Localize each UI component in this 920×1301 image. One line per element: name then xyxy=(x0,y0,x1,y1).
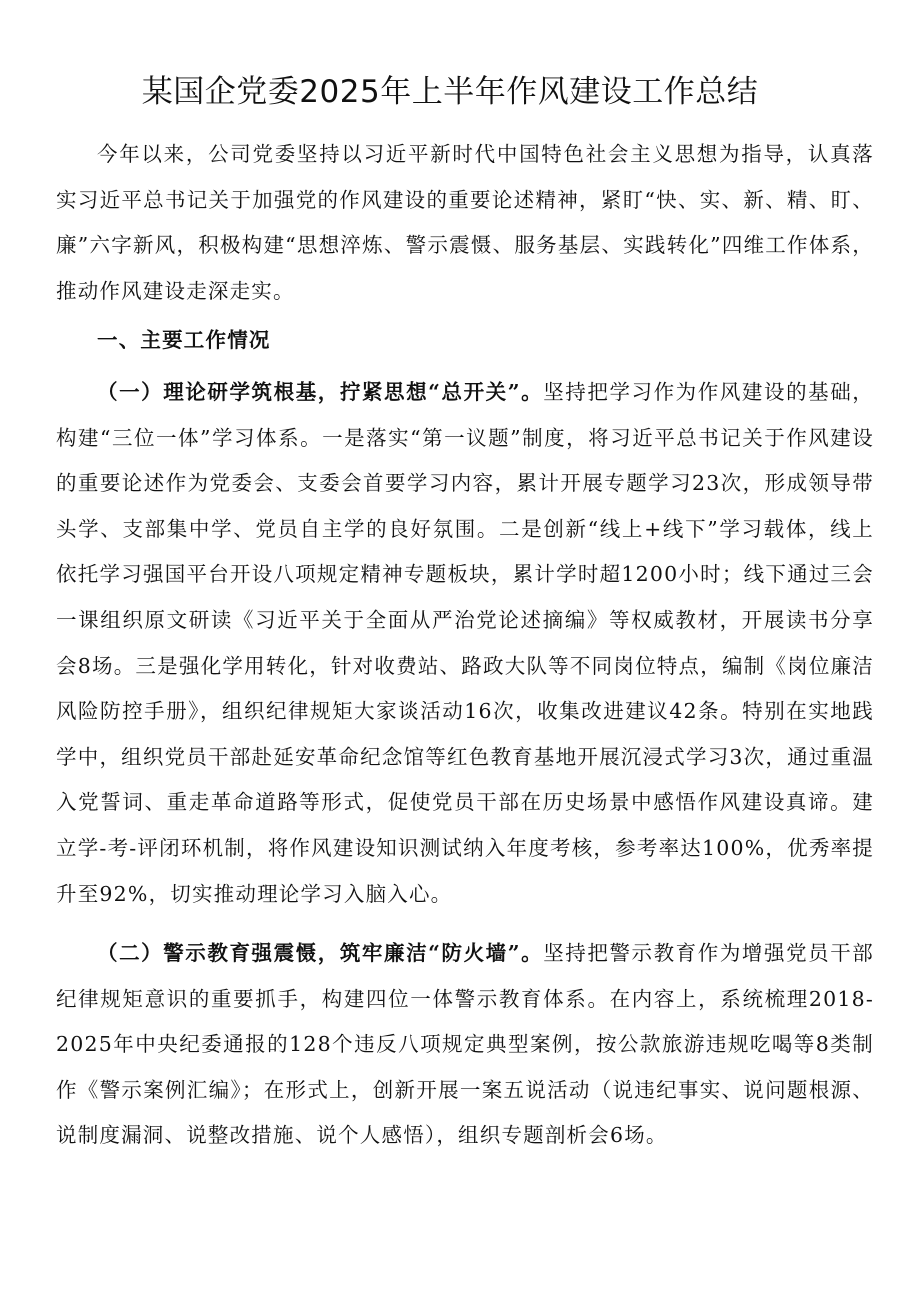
item-heading-2: （二）警示教育强震慑，筑牢廉洁“防火墙”。 xyxy=(97,941,544,966)
item-paragraph-2 xyxy=(56,931,874,1159)
item-body-1: 坚持把学习作为作风建设的基础，构建“三位一体”学习体系。一是落实“第一议题”制度，将习近平总书记关于作风建设的重要论述作为党委会、支委会首要学习内容，累计开展专题学习23次，形成领导带头学、支部集中学、党员自主学的良好氛围。二是创新“线上+线下”学习载体，线上依托学习强国平台开设八项规定精神专题板块，累计学时超1200小时；线下通过三会一课组织原文研读《习近平关于全面从严治党论述摘编》等权威教材，开展读书分享会8场。三是强化学用转化，针对收费站、路政大队等不同岗位特点，编制《岗位廉洁风险防控手册》，组织纪律规矩大家谈活动16次，收集改进建议42条。特别在实地践学中，组织党员干部赴延安革命纪念馆等红色教育基地开展沉浸式学习3次，通过重温入党誓词、重走革命道路等形式，促使党员干部在历史场景中感悟作风建设真谛。建立学-考-评闭环机制，将作风建设知识测试纳入年度考核，参考率达100%，优秀率提升至92%，切实推动理论学习入脑入心。 xyxy=(56,379,874,906)
item-body-2: 坚持把警示教育作为增强党员干部纪律规矩意识的重要抓手，构建四位一体警示教育体系。在内容上，系统梳理2018-2025年中央纪委通报的128个违反八项规定典型案例，按公款旅游违规吃喝等8类制作《警示案例汇编》；在形式上，创新开展一案五说活动（说违纪事实、说问题根源、说制度漏洞、说整改措施、说个人感悟），组织专题剖析会6场。 xyxy=(56,941,874,1148)
paragraph-gap xyxy=(56,917,874,931)
item-paragraph-1 xyxy=(56,370,874,917)
item-heading-1: （一）理论研学筑根基，拧紧思想“总开关”。 xyxy=(97,379,544,404)
section-heading: 一、主要工作情况 xyxy=(97,328,271,353)
intro-paragraph: 今年以来，公司党委坚持以习近平新时代中国特色社会主义思想为指导，认真落实习近平总书记关于加强党的作风建设的重要论述精神，紧盯“快、实、新、精、盯、廉”六字新风，积极构建“思想淬炼、警示震慑、服务基层、实践转化”四维工作体系，推动作风建设走深走实。 xyxy=(56,142,874,303)
document-title: 某国企党委2025年上半年作风建设工作总结 xyxy=(141,74,759,110)
